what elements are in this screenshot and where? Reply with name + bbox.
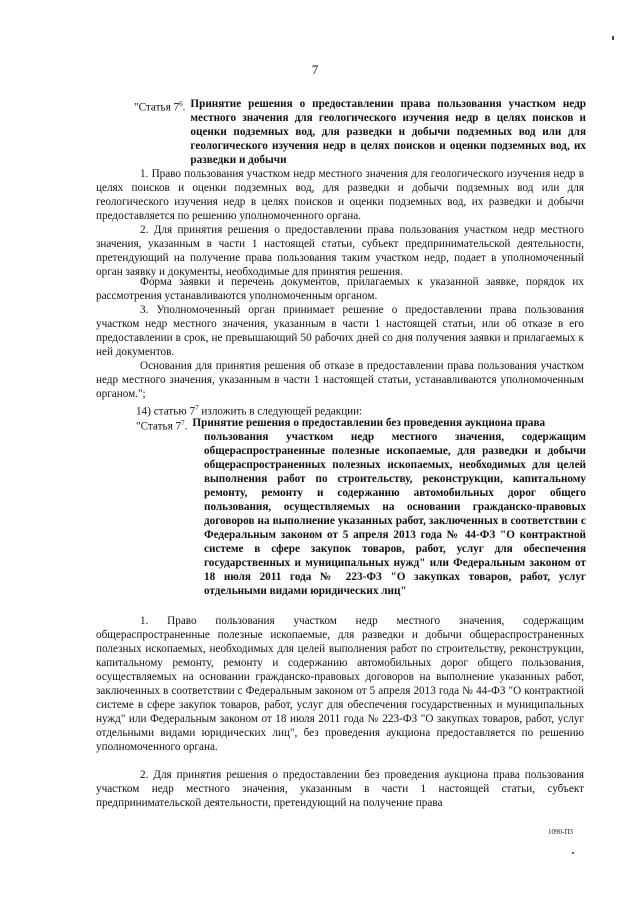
article-7-7-part-1: 1. Право пользования участком недр местного значения, содержащим общераспространенные полезные ископаемые, для разведки и добычи общераспространенных полезных ископаемых, необходимых для целей выполнения работ по строительству, реконструкции, капитальному ремонту, ремонту и содержанию автомобильных дорог общего пользования, осуществляемых на основании гражданско-правовых договоров на выполнение указанных работ, заключенных в соответствии с Федеральным законом от 5 апреля 2013 года № 44-ФЗ "О контрактной системе в сфере закупок товаров, работ, услуг для обеспечения государственных и муниципальных нужд" или Федеральным законом от 18 июля 2011 года № 223-ФЗ "О закупках товаров, работ, услуг отдельными видами юридических лиц", без проведения аукциона предоставляется по решению уполномоченного органа. [96,615,584,753]
document-code: 1090-П3 [548,828,573,836]
article-7-6-part-1: 1. Право пользования участком недр местного значения для геологического изучения недр в целях поисков и оценки подземных вод, для разведки и добычи подземных вод или для геологического изучения недр в целях поисков и оценки подземных вод, их разведки и добычи предоставляется по решению уполномоченного органа. [96,168,584,222]
article-7-7-title-first-line: Принятие решения о предоставлении без проведения аукциона права [192,417,546,429]
amendment-item-14: 14) статью $7^7$ изложить в следующей редакции: [136,404,363,418]
article-7-6-part-2-form: Форма заявки и перечень документов, прилагаемых к указанной заявке, порядок их рассмотрения устанавливаются уполномоченным органом. [96,276,584,302]
article-7-7-title-rest: пользования участком недр местного значения, содержащим общераспространенные полезные ископаемые, для разведки и добычи общераспространенных полезных ископаемых, необходимых для целей выполнения работ по строительству, реконструкции, капитальному ремонту, ремонту и содержанию автомобильных дорог общего пользования, осуществляемых на основании гражданско-правовых договоров на выполнение указанных работ, заключенных в соответствии с Федеральным законом от 5 апреля 2013 года № 44-ФЗ "О контрактной системе в сфере закупок товаров, работ, услуг для обеспечения государственных и муниципальных нужд" или Федеральным законом от 18 июля 2011 года № 223-ФЗ "О закупках товаров, работ, услуг отдельными видами юридических лиц" [204,431,586,597]
article-7-6-part-2: 2. Для принятия решения о предоставлении права пользования участком недр местного значения, указанным в части 1 настоящей статьи, субъект предпринимательской деятельности, претендующий на получение права пользования таким участком недр, подает в уполномоченный орган заявку и документы, необходимые для принятия решения. [96,224,584,278]
scan-mark [612,36,614,40]
page-number: 7 [311,62,319,77]
article-7-7-heading-rest [204,430,586,598]
scan-dot [572,852,574,854]
article-7-6-heading [134,97,586,167]
article-7-6-part-3: 3. Уполномоченный орган принимает решение о предоставлении права пользования участком недр местного значения, указанным в части 1 настоящей статьи, или об отказе в его предоставлении в срок, не превышающий 50 рабочих дней со дня получения заявки и прилагаемых к ней документов. [96,304,584,358]
article-7-7-part-2: 2. Для принятия решения о предоставлении без проведения аукциона права пользования участком недр местного значения, указанным в части 1 настоящей статьи, субъект предпринимательской деятельности, претендующий на получение права [96,769,584,809]
article-7-7-label: "Статья $7^7$. [136,419,188,433]
article-7-6-part-3-grounds: Основания для принятия решения об отказе в предоставлении права пользования участком недр местного значения, указанным в части 1 настоящей статьи, устанавливаются уполномоченным органом."; [96,360,584,400]
article-7-6-label: "Статья $7^6$. [134,100,186,114]
article-7-6-title: Принятие решения о предоставлении права пользования участком недр местного значения для геологического изучения недр в целях поисков и оценки подземных вод, для разведки и добычи подземных вод или для геологического изучения недр в целях поисков и оценки подземных вод, их разведки и добычи [190,98,586,166]
